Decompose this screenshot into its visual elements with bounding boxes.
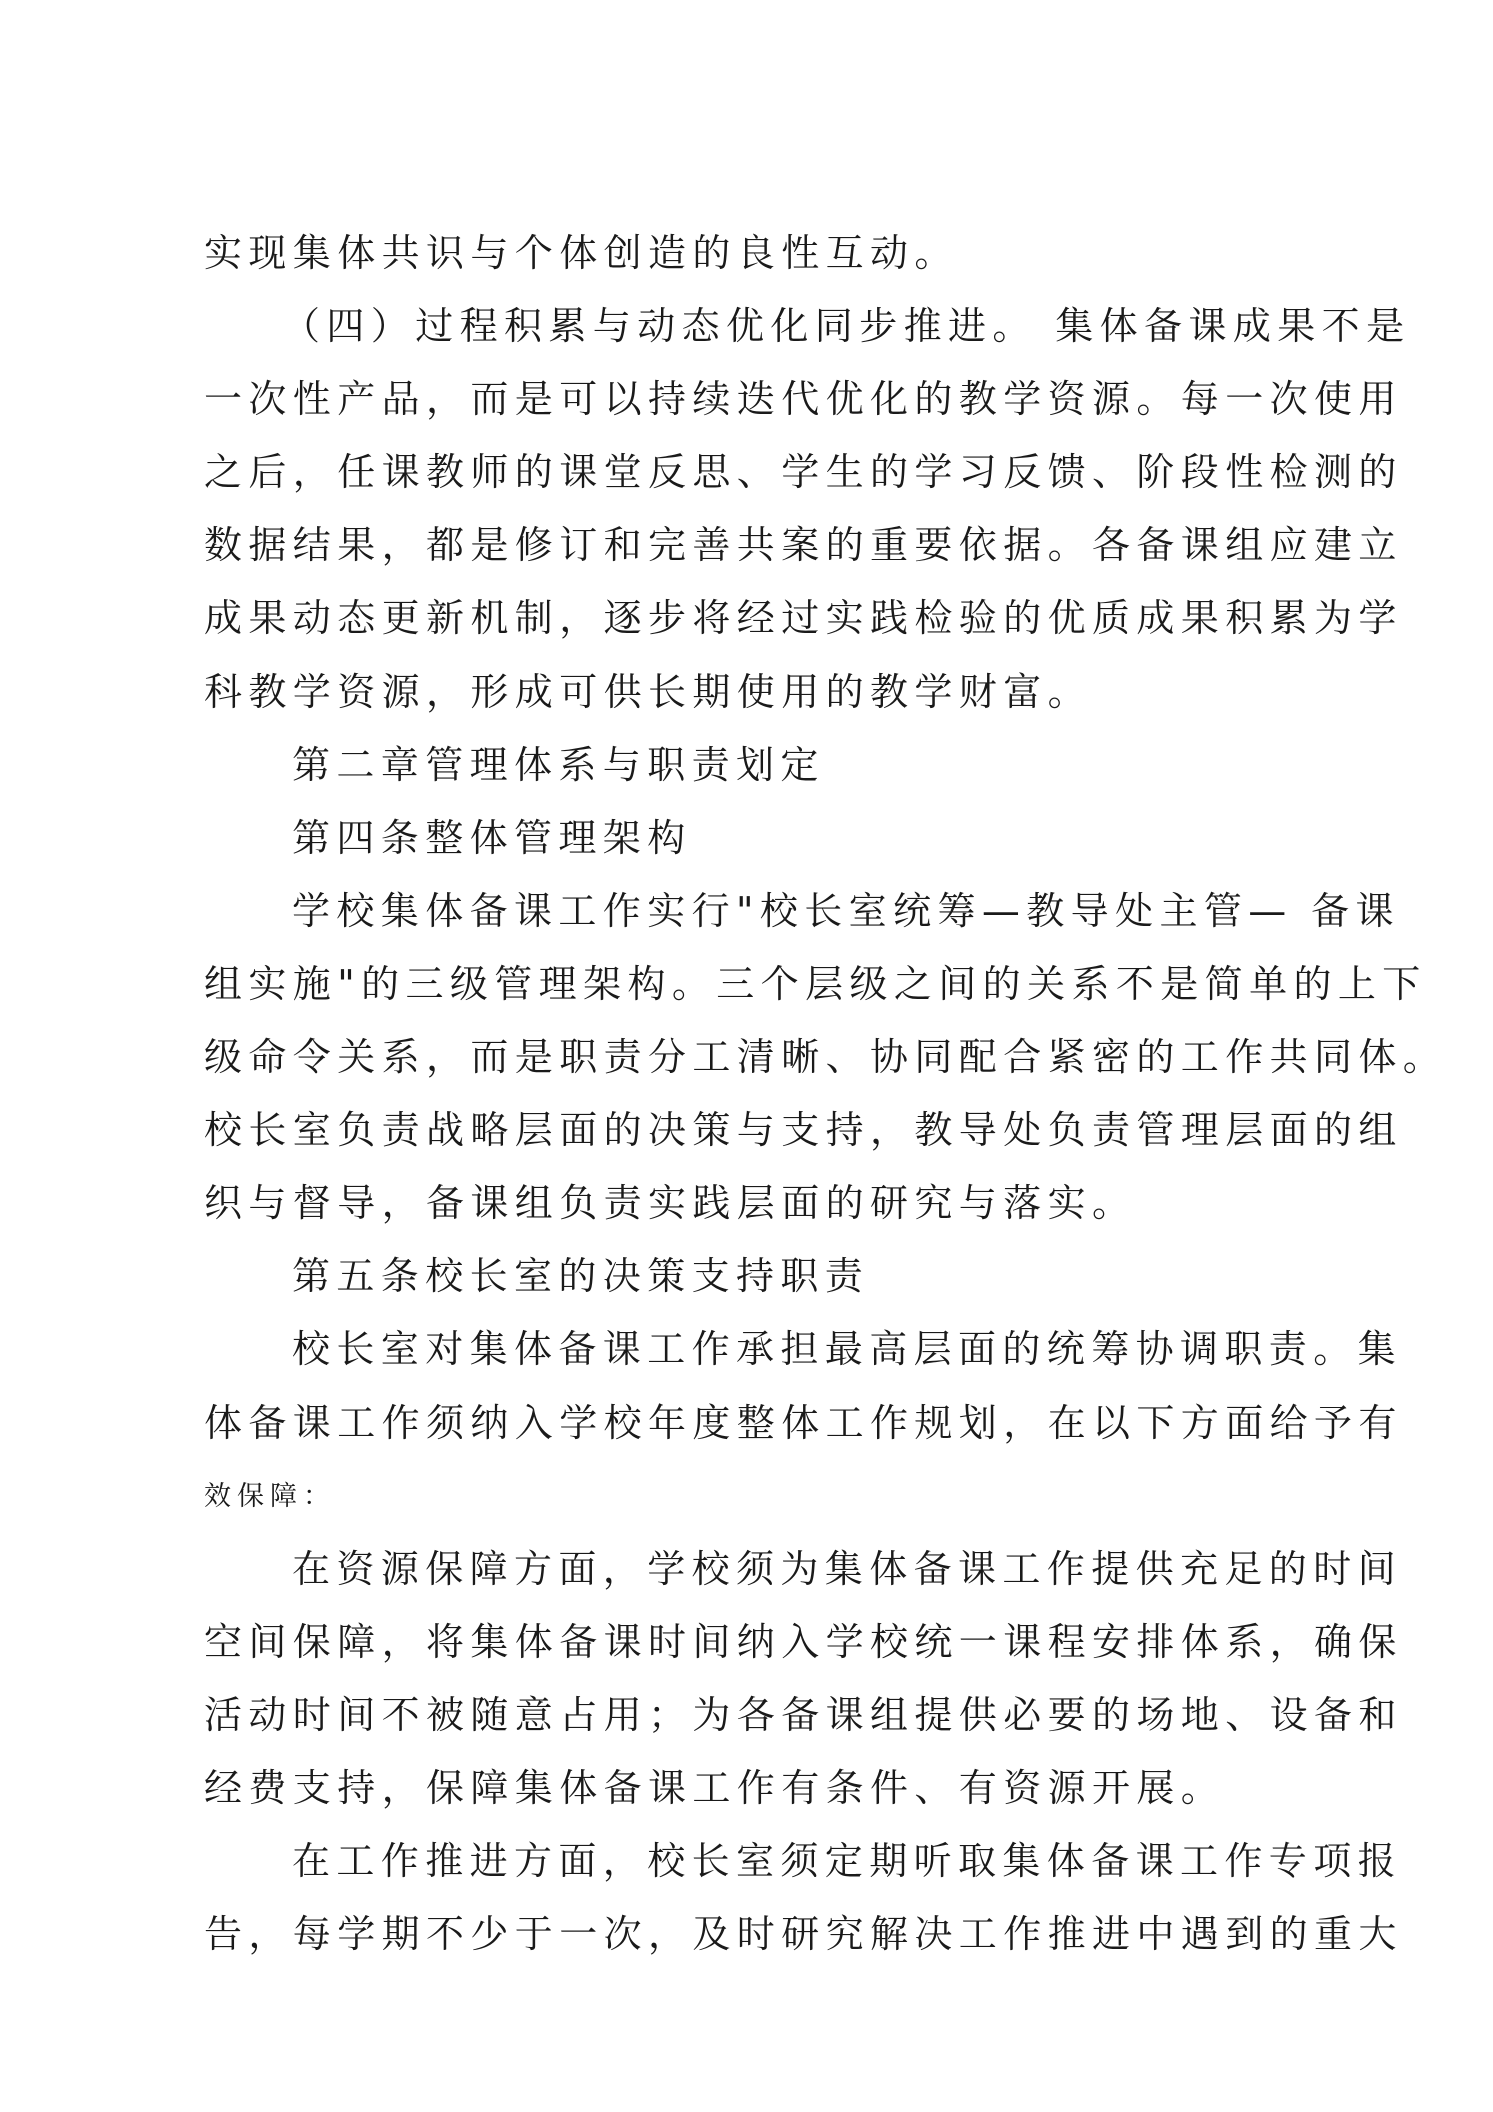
text-line-12: 级命令关系，而是职责分工清晰、协同配合紧密的工作共同体。 <box>204 1035 1448 1080</box>
text-line-24: 告，每学期不少于一次，及时研究解决工作推进中遇到的重大 <box>204 1912 1403 1957</box>
text-line-7: 科教学资源，形成可供长期使用的教学财富。 <box>204 669 1093 714</box>
text-line-10: 学校集体备课工作实行"校长室统筹—教导处主管— 备课 <box>292 888 1400 933</box>
text-line-21: 活动时间不被随意占用；为各备课组提供必要的场地、设备和 <box>204 1692 1403 1737</box>
text-line-23: 在工作推进方面，校长室须定期听取集体备课工作专项报 <box>292 1839 1403 1884</box>
document-body <box>204 217 1448 1971</box>
chapter-heading: 第二章管理体系与职责划定 <box>292 742 825 787</box>
text-line-4: 之后，任课教师的课堂反思、学生的学习反馈、阶段性检测的 <box>204 450 1403 495</box>
article-heading-4: 第四条整体管理架构 <box>292 815 692 860</box>
text-line-3: 一次性产品，而是可以持续迭代优化的教学资源。每一次使用 <box>204 377 1403 422</box>
article-heading-5: 第五条校长室的决策支持职责 <box>292 1254 870 1299</box>
text-line-17: 体备课工作须纳入学校年度整体工作规划，在以下方面给予有 <box>204 1400 1403 1445</box>
text-line-5: 数据结果，都是修订和完善共案的重要依据。各备课组应建立 <box>204 523 1403 568</box>
text-line-6: 成果动态更新机制，逐步将经过实践检验的优质成果积累为学 <box>204 596 1403 641</box>
text-line-14: 织与督导，备课组负责实践层面的研究与落实。 <box>204 1181 1137 1226</box>
text-line-11: 组实施"的三级管理架构。三个层级之间的关系不是简单的上下 <box>204 961 1427 1006</box>
text-line-22: 经费支持，保障集体备课工作有条件、有资源开展。 <box>204 1765 1226 1810</box>
text-line-18: 效保障： <box>204 1480 336 1512</box>
text-line-16: 校长室对集体备课工作承担最高层面的统筹协调职责。集 <box>292 1327 1403 1372</box>
text-line-13: 校长室负责战略层面的决策与支持，教导处负责管理层面的组 <box>204 1108 1403 1153</box>
text-line-19: 在资源保障方面，学校须为集体备课工作提供充足的时间 <box>292 1546 1403 1591</box>
text-line-2: （四）过程积累与动态优化同步推进。 集体备课成果不是 <box>282 304 1411 349</box>
text-line-20: 空间保障，将集体备课时间纳入学校统一课程安排体系，确保 <box>204 1619 1403 1664</box>
text-line-1: 实现集体共识与个体创造的良性互动。 <box>204 231 959 275</box>
